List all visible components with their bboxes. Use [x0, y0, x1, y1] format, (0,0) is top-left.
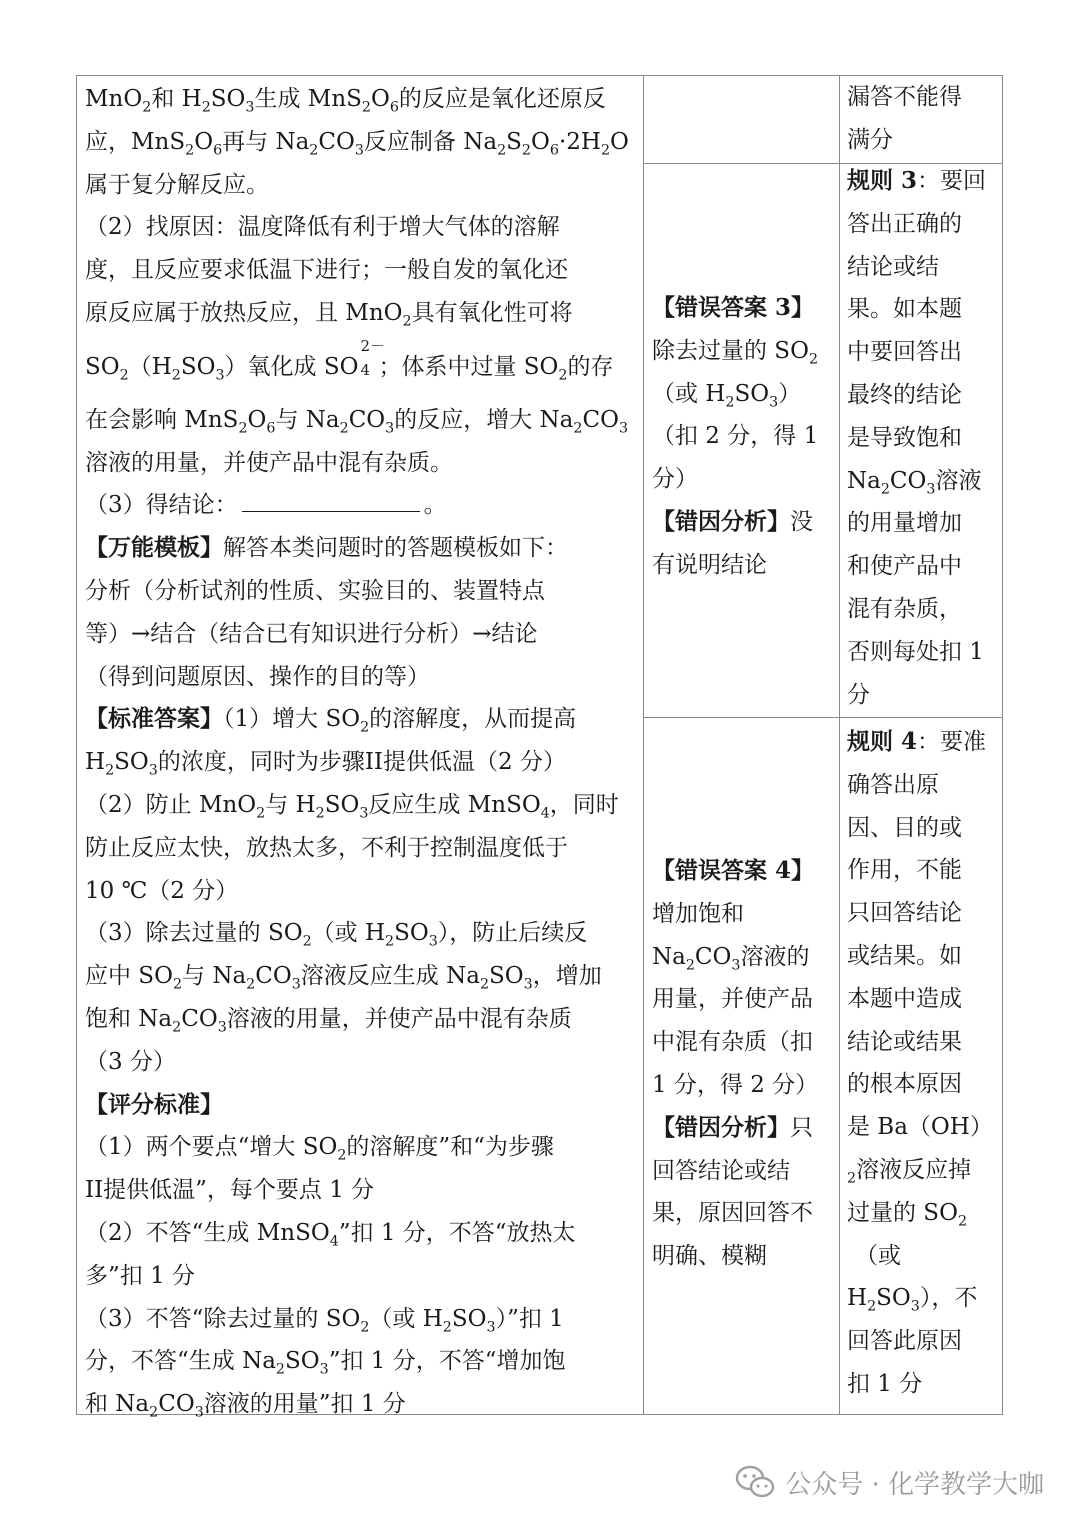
text-line: （得到问题原因、操作的目的等）: [85, 663, 430, 690]
text-line: 有说明结论: [652, 551, 767, 578]
text-line: 规则 4：要准: [847, 728, 987, 755]
text-line: 本题中造成: [847, 985, 962, 1012]
text-line: （或 $H_2SO_3$）: [652, 380, 802, 411]
column-divider: [643, 76, 644, 1414]
text-line: 过量的 $SO_2$: [847, 1199, 968, 1230]
rule-cell-3: [847, 160, 999, 716]
text-line: 应，$MnS_2O_6$再与 $Na_2CO_3$反应制备 $Na_2S_2O_6\cdot 2H_2O$: [85, 128, 629, 159]
text-line: （1）两个要点“增大 $SO_2$的溶解度”和“为步骤: [85, 1134, 554, 1164]
text-line: 漏答不能得: [847, 84, 962, 110]
text-line: 【标准答案】（1）增大 $SO_2$的溶解度，从而提高: [85, 705, 577, 736]
text-line: 否则每处扣 1: [847, 638, 984, 665]
text-line: （2）防止 MnO$_2$与 $H_2SO_3$反应生成 MnSO$_4$，同时: [85, 791, 619, 822]
content-table: [76, 75, 1003, 1421]
text-line: 规则 3：要回: [847, 167, 987, 194]
section-heading: 【评分标准】: [85, 1090, 223, 1118]
text-line: 的用量增加: [847, 510, 962, 537]
text-line: 【错因分析】只: [652, 1113, 813, 1141]
text-line: 10 ℃（2 分）: [85, 877, 239, 904]
analysis-column: [85, 76, 641, 1421]
text-line: （2）找原因：温度降低有利于增大气体的溶解: [85, 214, 560, 241]
wrong-answer-3: [652, 287, 837, 587]
text-line: 原反应属于放热反应，且 MnO$_2$具有氧化性可将: [85, 299, 573, 330]
text-line: 增加饱和: [652, 900, 744, 927]
text-line: MnO$_2$和 $H_2SO_3$生成 $MnS_2O_6$的反应是氧化还原反: [85, 86, 606, 116]
rule-cell-4: [847, 721, 999, 1406]
text-line: 确答出原: [847, 771, 939, 798]
text-line: （3）不答“除去过量的 $SO_2$（或 $H_2SO_3$）”扣 1: [85, 1305, 564, 1336]
text-line: 1 分，得 2 分）: [652, 1071, 819, 1098]
text-line: 溶液的用量，并使产品中混有杂质。: [85, 449, 453, 476]
text-line: 分）: [652, 466, 698, 493]
text-line: 答出正确的: [847, 210, 962, 237]
text-line: $Na_2CO_3$溶液: [847, 467, 982, 498]
text-line: 只回答结论: [847, 900, 962, 927]
text-line: $Na_2CO_3$溶液的: [652, 943, 810, 974]
text-line: 在会影响 $MnS_2O_6$与 $Na_2CO_3$的反应，增大 $Na_2CO_3$: [85, 406, 629, 437]
text-line: 饱和 $Na_2CO_3$溶液的用量，并使产品中混有杂质: [85, 1005, 572, 1036]
text-line: 分析（分析试剂的性质、实验目的、装置特点: [85, 577, 545, 604]
wrong-answer-column: [652, 76, 837, 1414]
text-line: （3）除去过量的 $SO_2$（或 $H_2SO_3$），防止后续反: [85, 920, 588, 950]
text-line: 果。如本题: [847, 296, 962, 323]
text-line: 中要回答出: [847, 339, 962, 366]
text-line: 等）→结合（结合已有知识进行分析）→结论: [85, 620, 538, 647]
text-line: （或: [855, 1242, 901, 1269]
text-line: 果，原因回答不: [652, 1200, 813, 1227]
text-line: 和使产品中: [847, 553, 962, 580]
text-line: $H_2SO_3$），不: [847, 1285, 978, 1315]
text-line: 混有杂质，: [847, 595, 962, 622]
text-line: 用量，并使产品: [652, 986, 813, 1013]
wrong-answer-heading: 【错误答案 3】: [652, 294, 815, 321]
text-line: 的根本原因: [847, 1071, 962, 1098]
answer-blank: [242, 491, 420, 512]
rule-cell-1: [847, 76, 999, 162]
text-line: （3 分）: [85, 1048, 176, 1075]
text-line: 分: [847, 681, 870, 708]
watermark: [735, 1462, 1044, 1502]
text-line: 度，且反应要求低温下进行；一般自发的氧化还: [85, 257, 568, 284]
text-line: 回答结论或结: [652, 1157, 790, 1184]
text-line: 最终的结论: [847, 381, 962, 408]
text-line: 除去过量的 $SO_2$: [652, 337, 819, 368]
text-line: 结论或结: [847, 253, 939, 280]
text-line: $SO_2(H_2SO_3)$氧化成 SO 2－ 4 ；体系中过量 $SO_2$的存: [85, 336, 614, 384]
text-line: （3）得结论： 。: [85, 492, 447, 519]
text-line: 是导致饱和: [847, 424, 962, 451]
wrong-answer-heading: 【错误答案 4】: [652, 857, 815, 884]
text-line: 扣 1 分: [847, 1370, 923, 1397]
text-line: 分，不答“生成 $Na_2SO_3$”扣 1 分，不答“增加饱: [85, 1348, 566, 1378]
text-line: 回答此原因: [847, 1328, 962, 1355]
text-line: （扣 2 分，得 1: [652, 423, 819, 450]
text-line: $_2$溶液反应掉: [847, 1156, 972, 1187]
text-line: 属于复分解反应。: [85, 171, 269, 198]
text-line: 结论或结果: [847, 1028, 962, 1055]
text-line: （2）不答“生成 MnSO$_4$”扣 1 分，不答“放热太: [85, 1219, 576, 1250]
text-line: II提供低温”，每个要点 1 分: [85, 1177, 375, 1204]
text-line: 明确、模糊: [652, 1243, 767, 1270]
text-line: 防止反应太快，放热太多，不利于控制温度低于: [85, 834, 568, 861]
text-line: 因、目的或: [847, 814, 962, 841]
text-line: 或结果。如: [847, 942, 962, 969]
text-line: 【错因分析】没: [652, 507, 813, 535]
rule-column: [847, 76, 999, 1414]
watermark-text: 公众号 · 化学教学大咖: [785, 1469, 1044, 1500]
text-line: 应中 $SO_2$与 $Na_2CO_3$溶液反应生成 $Na_2SO_3$，增加: [85, 963, 602, 993]
text-line: 满分: [847, 126, 893, 153]
text-line: 【万能模板】解答本类问题时的答题模板如下：: [85, 534, 568, 562]
text-line: 和 $Na_2CO_3$溶液的用量”扣 1 分: [85, 1391, 406, 1421]
wechat-icon: [735, 1465, 775, 1499]
text-line: 是 Ba（OH）: [847, 1114, 993, 1141]
text-line: $H_2SO_3$的浓度，同时为步骤II提供低温（2 分）: [85, 749, 566, 779]
wrong-answer-4: [652, 850, 837, 1278]
text-line: 多”扣 1 分: [85, 1262, 196, 1289]
column-divider: [839, 76, 840, 1414]
text-line: 作用，不能: [847, 857, 962, 884]
text-line: 中混有杂质（扣: [652, 1029, 813, 1056]
